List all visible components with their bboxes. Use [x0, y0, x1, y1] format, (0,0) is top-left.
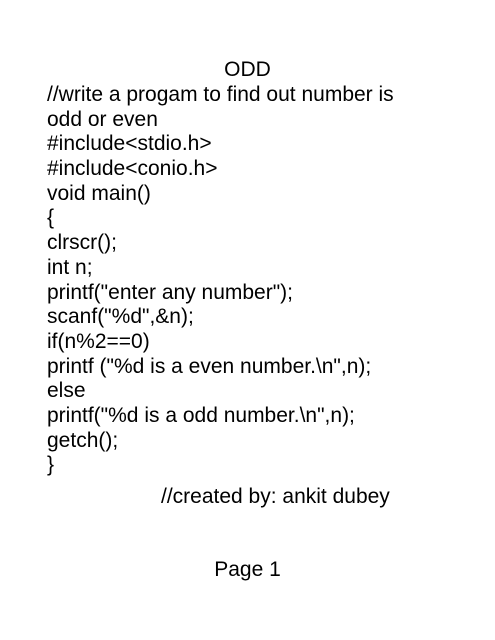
code-line: else	[47, 379, 86, 403]
code-line: scanf("%d",&n);	[47, 305, 194, 329]
author-credit: //created by: ankit dubey	[161, 485, 390, 508]
code-line: odd or even	[47, 107, 158, 131]
code-line: #include<conio.h>	[47, 157, 218, 181]
code-line: int n;	[47, 255, 93, 279]
code-line: printf("%d is a odd number.\n",n);	[47, 403, 355, 427]
document-title: ODD	[224, 58, 271, 81]
code-line: void main()	[47, 181, 151, 205]
code-line: printf ("%d is a even number.\n",n);	[47, 354, 372, 378]
code-listing	[47, 83, 394, 478]
code-line: printf("enter any number");	[47, 280, 294, 304]
page-number: Page 1	[214, 558, 281, 581]
code-line: #include<stdio.h>	[47, 132, 212, 156]
code-line: }	[47, 453, 55, 477]
code-line: {	[47, 206, 55, 230]
code-line: getch();	[47, 428, 119, 452]
code-line: //write a progam to find out number is	[47, 83, 394, 106]
code-line: clrscr();	[47, 231, 117, 255]
code-line: if(n%2==0)	[47, 329, 150, 353]
